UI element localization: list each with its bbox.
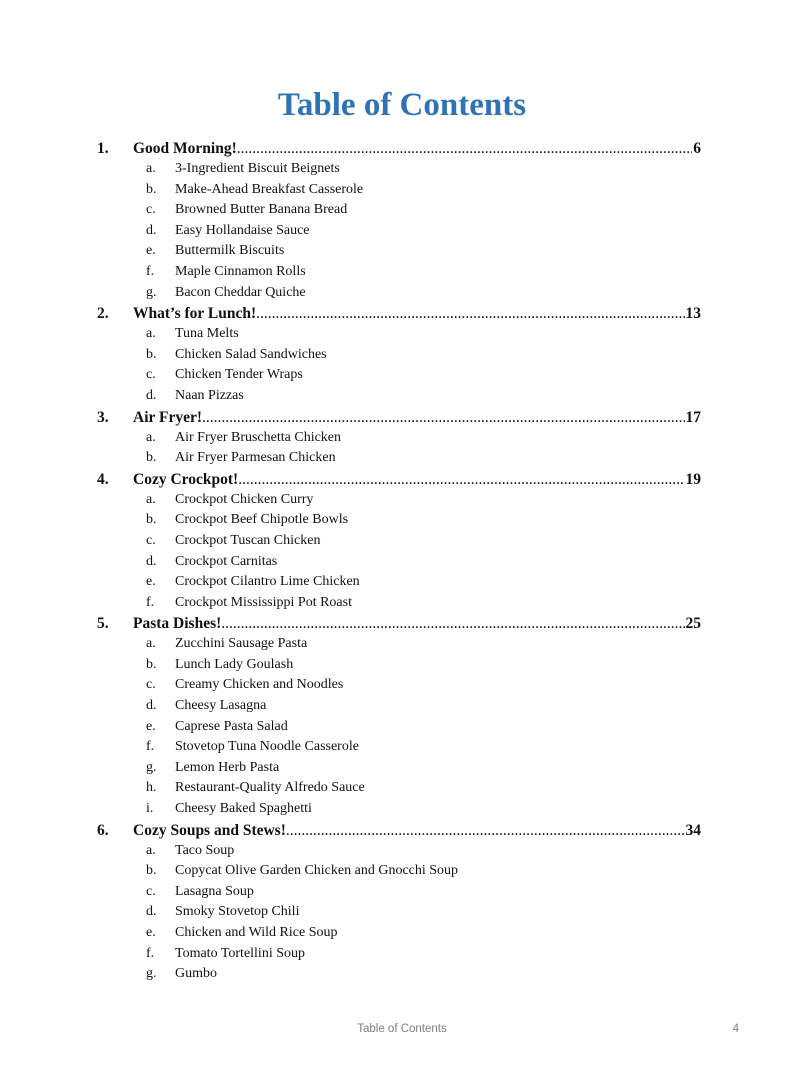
recipe-letter: d.: [146, 222, 157, 238]
chapter-entry[interactable]: [0, 138, 804, 159]
recipe-letter: c.: [146, 677, 156, 693]
recipe-entry[interactable]: [0, 552, 804, 573]
recipe-entry[interactable]: [0, 944, 804, 965]
recipe-letter: g.: [146, 759, 157, 775]
recipe-letter: c.: [146, 202, 156, 218]
recipe-entry[interactable]: [0, 490, 804, 511]
recipe-name: Crockpot Beef Chipotle Bowls: [175, 512, 349, 528]
recipe-name: 3-Ingredient Biscuit Beignets: [175, 161, 340, 176]
recipe-letter: d.: [146, 698, 157, 714]
recipe-name: Zucchini Sausage Pasta: [175, 636, 308, 652]
chapter-entry[interactable]: [0, 303, 804, 324]
recipe-letter: b.: [146, 656, 157, 672]
recipe-entry[interactable]: [0, 448, 804, 469]
chapter-title: Cozy Crockpot! .....: [133, 469, 701, 490]
chapter-title: Cozy Soups and Stews! .....: [133, 820, 701, 841]
recipe-entry[interactable]: [0, 262, 804, 283]
recipe-name: Gumbo: [175, 966, 217, 982]
recipe-name: Bacon Cheddar Quiche: [175, 284, 306, 300]
recipe-name: Tomato Tortellini Soup: [175, 945, 305, 961]
chapter-entry[interactable]: [0, 407, 804, 428]
recipe-letter: e.: [146, 243, 156, 259]
recipe-entry[interactable]: [0, 841, 804, 862]
chapter-page-number: 6: [693, 140, 701, 157]
recipe-entry[interactable]: [0, 531, 804, 552]
chapter-number: 6.: [97, 821, 109, 839]
recipe-letter: c.: [146, 532, 156, 548]
recipe-entry[interactable]: [0, 778, 804, 799]
recipe-entry[interactable]: [0, 221, 804, 242]
recipe-letter: a.: [146, 491, 156, 507]
recipe-letter: g.: [146, 284, 157, 300]
recipe-entry[interactable]: [0, 861, 804, 882]
chapter-page-number: 19: [685, 470, 701, 488]
recipe-letter: f.: [146, 945, 155, 961]
recipe-name: Air Fryer Parmesan Chicken: [175, 450, 336, 466]
recipe-entry[interactable]: [0, 180, 804, 201]
recipe-name: Creamy Chicken and Noodles: [175, 677, 344, 693]
chapter-entry[interactable]: [0, 469, 804, 490]
recipe-entry[interactable]: [0, 345, 804, 366]
recipe-name: Crockpot Tuscan Chicken: [175, 532, 321, 548]
recipe-entry[interactable]: [0, 675, 804, 696]
recipe-name: Restaurant-Quality Alfredo Sauce: [175, 780, 365, 796]
chapter-number: 1.: [97, 140, 109, 157]
recipe-letter: b.: [146, 512, 157, 528]
recipe-name: Chicken and Wild Rice Soup: [175, 925, 338, 940]
recipe-name: Browned Butter Banana Bread: [175, 202, 348, 218]
chapter-page-number: 17: [685, 408, 701, 426]
recipe-entry[interactable]: [0, 572, 804, 593]
recipe-entry[interactable]: [0, 428, 804, 449]
recipe-letter: c.: [146, 367, 156, 383]
chapter-title: Good Morning! .....: [133, 138, 701, 159]
page-footer: [0, 1023, 804, 1039]
chapter-title: Pasta Dishes! .....: [133, 613, 701, 634]
recipe-name: Lemon Herb Pasta: [175, 759, 280, 775]
recipe-entry[interactable]: [0, 758, 804, 779]
recipe-name: Easy Hollandaise Sauce: [175, 222, 310, 238]
recipe-letter: i.: [146, 801, 154, 817]
recipe-letter: f.: [146, 263, 155, 279]
recipe-letter: b.: [146, 346, 157, 362]
recipe-entry[interactable]: [0, 324, 804, 345]
recipe-entry[interactable]: [0, 283, 804, 304]
recipe-name: Cheesy Baked Spaghetti: [175, 801, 312, 817]
recipe-letter: c.: [146, 883, 156, 899]
chapter-entry[interactable]: [0, 820, 804, 841]
recipe-letter: e.: [146, 574, 156, 590]
recipe-name: Crockpot Cilantro Lime Chicken: [175, 574, 360, 590]
recipe-entry[interactable]: [0, 717, 804, 738]
recipe-name: Chicken Salad Sandwiches: [175, 346, 327, 362]
recipe-name: Tuna Melts: [175, 326, 239, 342]
recipe-letter: a.: [146, 161, 156, 176]
recipe-name: Smoky Stovetop Chili: [175, 904, 300, 920]
recipe-entry[interactable]: [0, 696, 804, 717]
recipe-name: Make-Ahead Breakfast Casserole: [175, 181, 364, 197]
chapter-number: 2.: [97, 305, 109, 323]
recipe-letter: d.: [146, 904, 157, 920]
recipe-entry[interactable]: [0, 882, 804, 903]
recipe-entry[interactable]: [0, 241, 804, 262]
recipe-name: Lunch Lady Goulash: [175, 656, 294, 672]
page-title: Table of Contents: [277, 87, 527, 123]
recipe-entry[interactable]: [0, 159, 804, 180]
recipe-letter: b.: [146, 450, 157, 466]
recipe-name: Naan Pizzas: [175, 387, 244, 403]
footer-title: Table of Contents: [357, 1023, 447, 1035]
recipe-name: Lasagna Soup: [175, 883, 254, 899]
recipe-entry[interactable]: [0, 634, 804, 655]
recipe-name: Crockpot Chicken Curry: [175, 491, 314, 507]
recipe-name: Crockpot Mississippi Pot Roast: [175, 594, 352, 610]
chapter-title: Air Fryer! .....: [133, 407, 701, 428]
recipe-letter: e.: [146, 925, 156, 940]
recipe-entry[interactable]: [0, 510, 804, 531]
recipe-name: Caprese Pasta Salad: [175, 718, 288, 734]
chapter-page-number: 25: [685, 615, 701, 633]
recipe-entry[interactable]: [0, 200, 804, 221]
recipe-entry[interactable]: [0, 737, 804, 758]
recipe-name: Copycat Olive Garden Chicken and Gnocchi Soup: [175, 863, 459, 879]
recipe-name: Taco Soup: [175, 842, 235, 858]
recipe-letter: h.: [146, 780, 157, 796]
recipe-letter: d.: [146, 387, 157, 403]
recipe-name: Stovetop Tuna Noodle Casserole: [175, 739, 359, 755]
recipe-entry[interactable]: [0, 902, 804, 923]
recipe-name: Air Fryer Bruschetta Chicken: [175, 429, 342, 445]
recipe-letter: a.: [146, 429, 156, 445]
recipe-name: Cheesy Lasagna: [175, 698, 267, 714]
table-of-contents: [0, 138, 804, 985]
recipe-name: Buttermilk Biscuits: [175, 243, 285, 259]
recipe-letter: a.: [146, 636, 156, 652]
recipe-letter: g.: [146, 966, 157, 982]
footer-page-number: 4: [732, 1023, 739, 1035]
recipe-entry[interactable]: [0, 386, 804, 407]
recipe-entry[interactable]: [0, 655, 804, 676]
recipe-entry[interactable]: [0, 799, 804, 820]
recipe-letter: e.: [146, 718, 156, 734]
recipe-letter: a.: [146, 842, 156, 858]
recipe-name: Maple Cinnamon Rolls: [175, 263, 306, 279]
recipe-name: Crockpot Carnitas: [175, 553, 278, 569]
recipe-entry[interactable]: [0, 923, 804, 944]
recipe-letter: f.: [146, 594, 155, 610]
chapter-number: 4.: [97, 470, 109, 488]
recipe-letter: f.: [146, 739, 155, 755]
recipe-letter: a.: [146, 326, 156, 342]
recipe-letter: b.: [146, 863, 157, 879]
recipe-letter: b.: [146, 181, 157, 197]
chapter-number: 5.: [97, 615, 109, 633]
recipe-entry[interactable]: [0, 365, 804, 386]
chapter-page-number: 34: [685, 821, 701, 839]
recipe-letter: d.: [146, 553, 157, 569]
recipe-entry[interactable]: [0, 964, 804, 985]
chapter-page-number: 13: [685, 305, 701, 323]
chapter-entry[interactable]: [0, 613, 804, 634]
chapter-number: 3.: [97, 408, 109, 426]
recipe-entry[interactable]: [0, 593, 804, 614]
chapter-title: What’s for Lunch! .....: [133, 303, 701, 324]
recipe-name: Chicken Tender Wraps: [175, 367, 303, 383]
